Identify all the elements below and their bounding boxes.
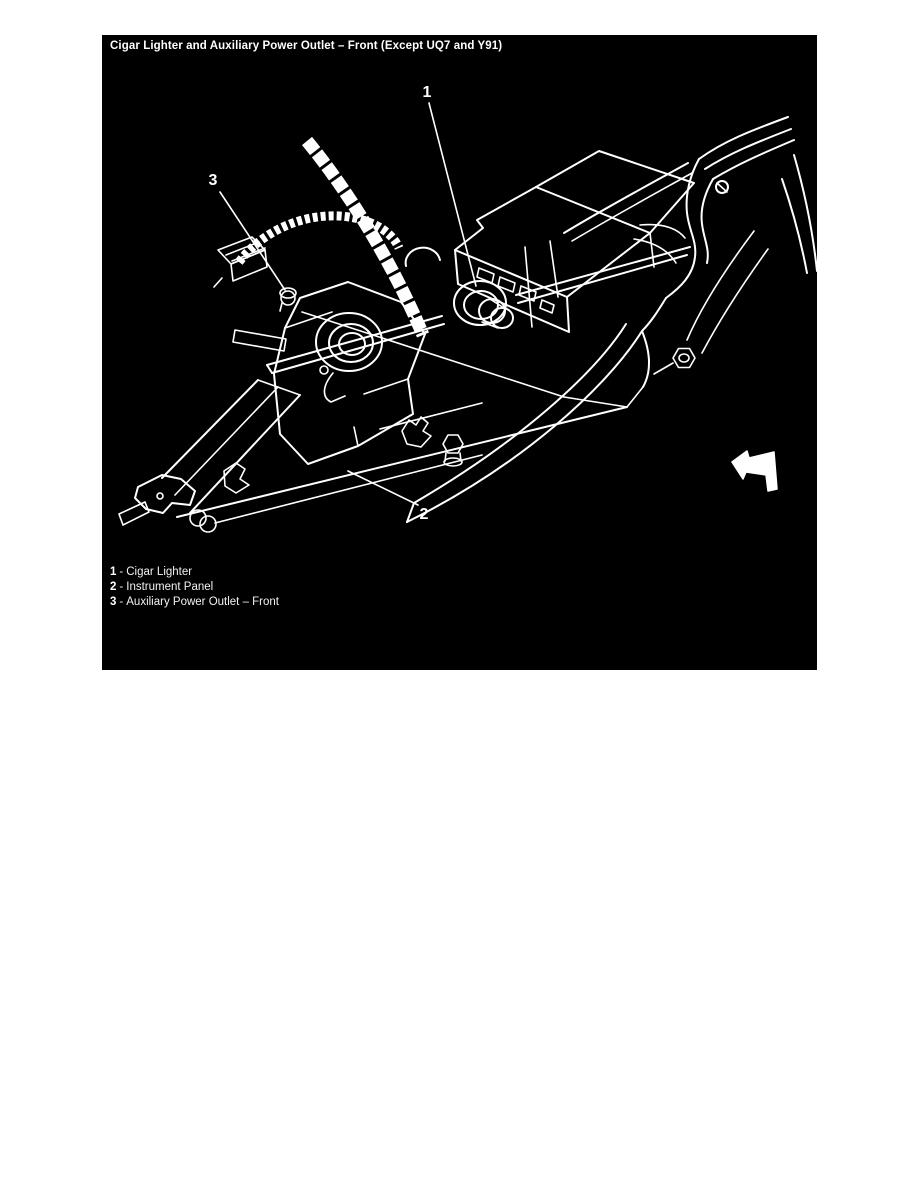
callout-number-2: 2: [419, 506, 429, 523]
leader-line-2: [348, 471, 418, 505]
right-panel-bolt: [654, 349, 695, 375]
wiring-harness: [214, 141, 423, 351]
callout-number-1: 1: [422, 84, 432, 101]
leader-line-1: [429, 103, 476, 286]
leader-lines: [220, 103, 476, 505]
legend: [110, 565, 279, 610]
legend-number-3: 3: [110, 596, 117, 608]
leader-line-3: [220, 192, 285, 290]
legend-item-3: [110, 595, 279, 610]
legend-number-2: 2: [110, 581, 117, 593]
callout-number-3: 3: [208, 172, 218, 189]
legend-separator: -: [119, 566, 124, 578]
harness-strap: [307, 141, 423, 335]
legend-label-3: Auxiliary Power Outlet – Front: [126, 596, 280, 608]
figure-title: Cigar Lighter and Auxiliary Power Outlet – Front (Except UQ7 and Y91): [110, 40, 503, 52]
legend-number-1: 1: [110, 566, 117, 578]
legend-item-1: [110, 565, 279, 580]
mounting-tab: [233, 330, 286, 351]
figure-panel: [102, 35, 817, 670]
aux-power-outlet: [280, 288, 296, 311]
legend-label-1: Cigar Lighter: [126, 566, 193, 578]
outlet-mount-face: [274, 282, 425, 464]
legend-separator: -: [119, 596, 124, 608]
dash-lower-blade: [407, 298, 666, 522]
center-module-box: [455, 151, 694, 332]
legend-separator: -: [119, 581, 124, 593]
legend-item-2: [110, 580, 279, 595]
panel-fasteners: [402, 417, 463, 466]
front-of-vehicle-arrow-icon: [732, 451, 777, 491]
legend-label-2: Instrument Panel: [126, 581, 214, 593]
